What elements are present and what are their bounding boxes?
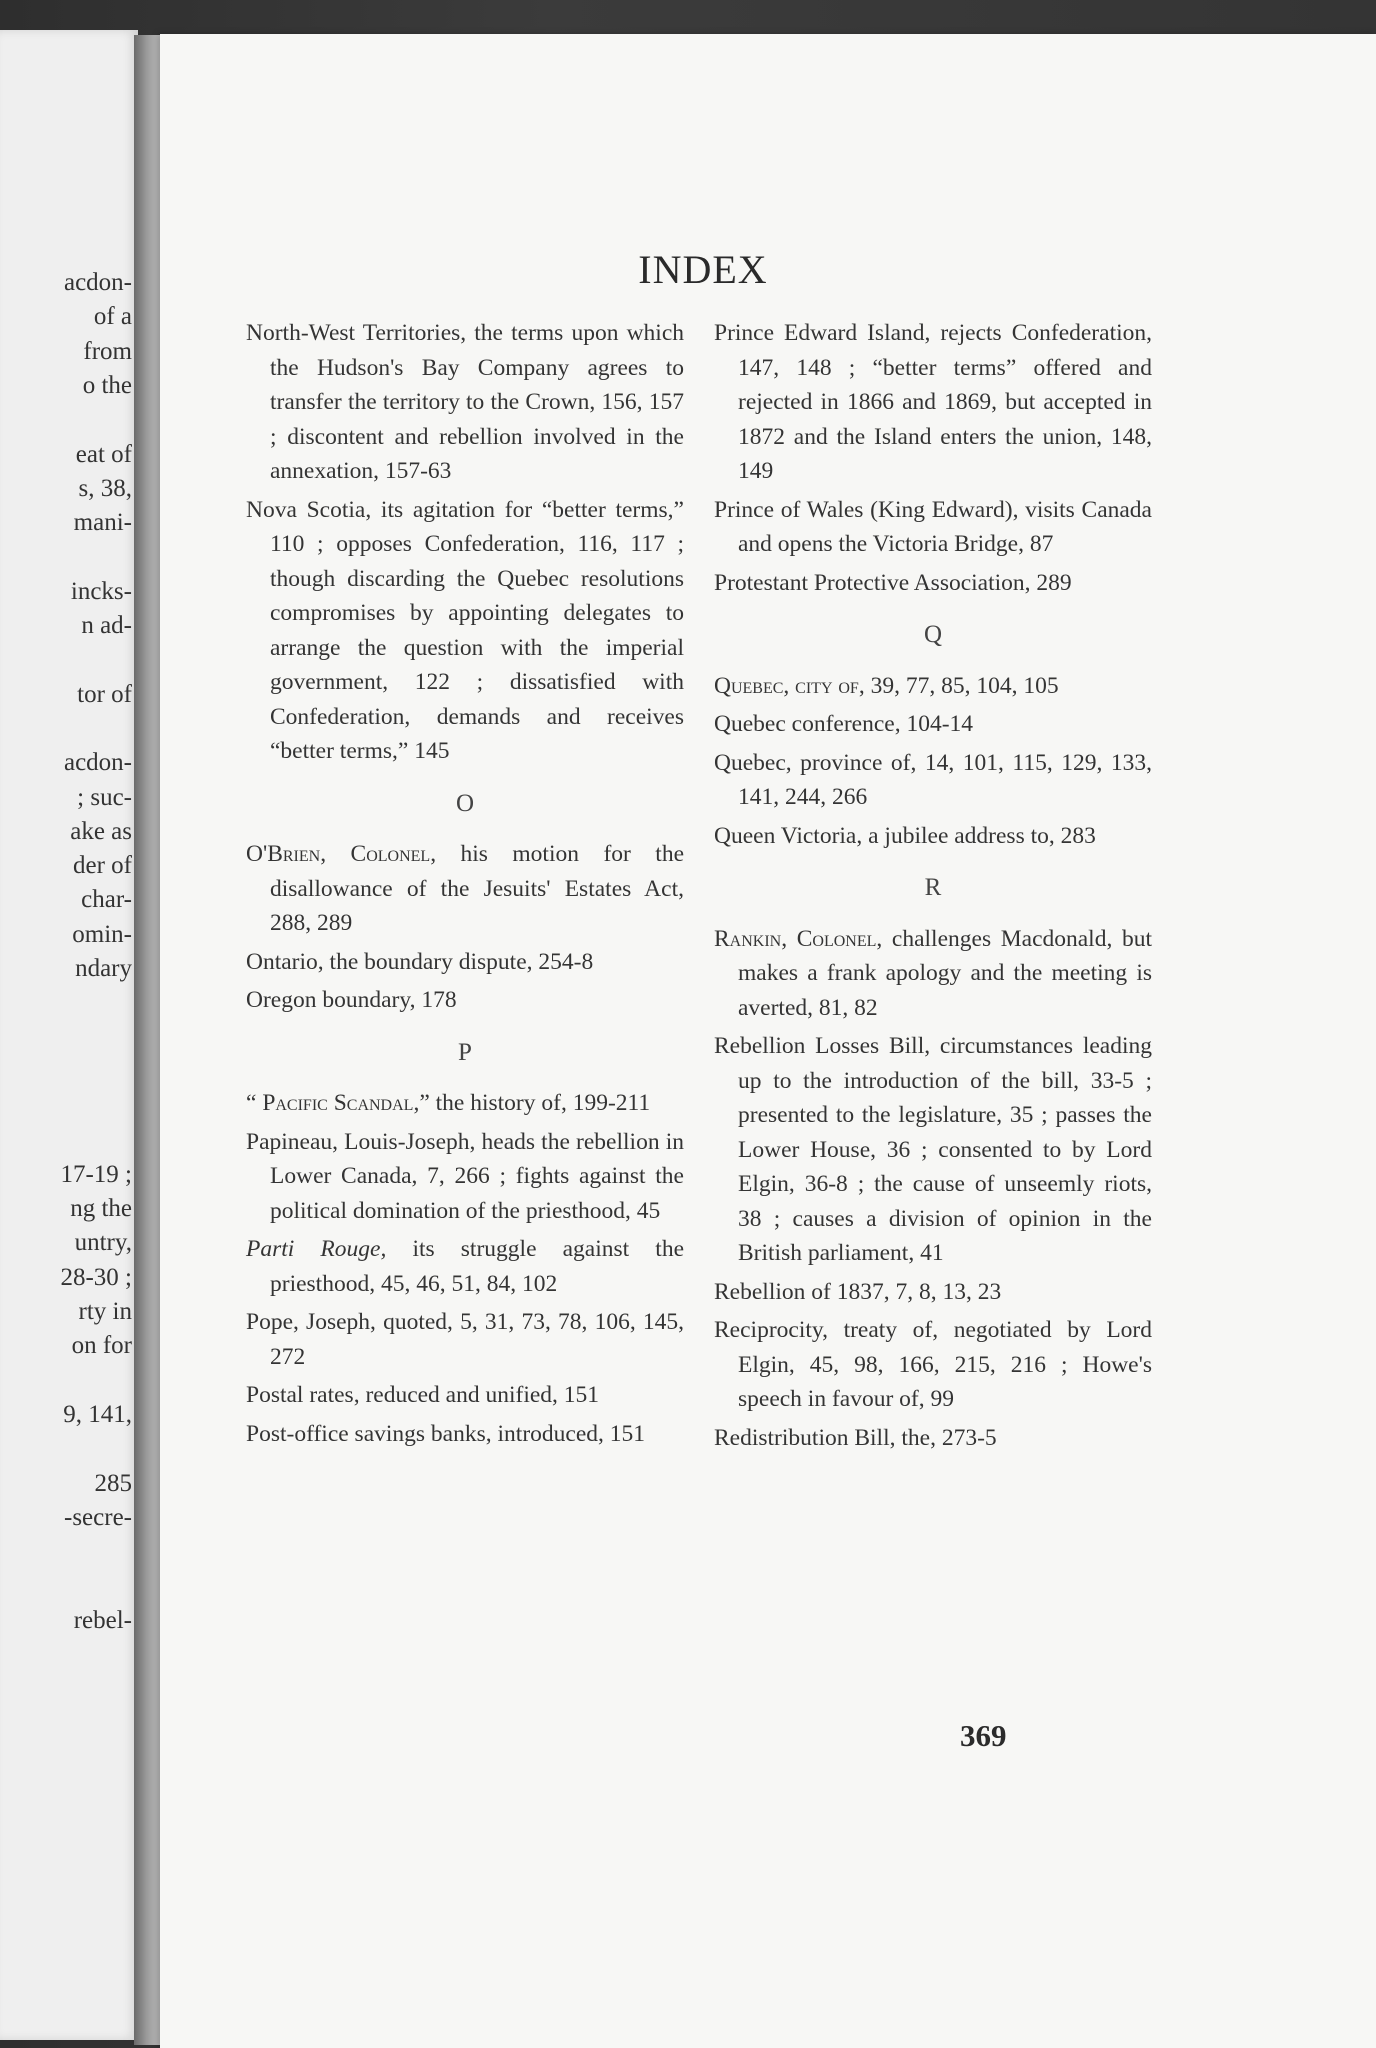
page-number: 369: [960, 1718, 1007, 1753]
facing-page-text-fragment: n ad-: [81, 612, 132, 639]
facing-page-text-fragment: rty in: [78, 1298, 132, 1325]
index-column-left: [246, 316, 684, 1455]
entry-text: Protestant Protective Association, 289: [714, 569, 1072, 596]
index-entry: [714, 316, 1152, 489]
index-entry: [246, 837, 684, 941]
entry-text: Pope, Joseph, quoted, 5, 31, 73, 78, 106, 145, 272: [246, 1309, 684, 1370]
entry-text: ” the history of, 199-211: [419, 1090, 651, 1116]
entry-text: Prince of Wales (King Edward), visits Canada and opens the Victoria Bridge, 87: [714, 496, 1152, 557]
index-entry: [246, 1417, 684, 1452]
facing-page-text-fragment: 17-19 ;: [60, 1160, 132, 1188]
index-entry: [246, 1232, 684, 1301]
entry-text: Prince Edward Island, rejects Confederation, 147, 148 ; “better terms” offered and rejected in 1866 and 1869, but accepted in 1872 and the Island enters the union, 148, 149: [714, 320, 1152, 484]
facing-page-text-fragment: ng the: [70, 1195, 132, 1223]
entry-text: Post-office savings banks, introduced, 151: [246, 1420, 646, 1447]
index-entry: [714, 1313, 1152, 1417]
index-section-letter: Q: [923, 621, 943, 648]
index-entry: [246, 983, 684, 1018]
index-entry: [246, 945, 684, 980]
index-entry: [714, 819, 1152, 854]
facing-page-text-fragment: 285: [94, 1469, 132, 1497]
entry-text: Rebellion Losses Bill, circumstances leading up to the introduction of the bill, 33-5 ; presented to the legislature, 35 ; passes the Lower House, 36 ; consented to by Lord Elgin, 36-8 ; the cause of unseemly riots, 38 ; causes a division of opinion in the British parliament, 41: [714, 1033, 1152, 1266]
index-entry: [714, 566, 1152, 601]
facing-page-text-fragment: -secre-: [64, 1503, 132, 1531]
index-entry: [714, 707, 1152, 742]
index-entry: [246, 1086, 684, 1121]
index-entry: [246, 493, 684, 769]
entry-text: Nova Scotia, its agitation for “better terms,” 110 ; opposes Confederation, 116, 117 ; though discarding the Quebec resolutions compromises by appointing delegates to arrange the question with the imperial government, 122 ; dissatisfied with Confederation, demands and receives “better terms,” 145: [246, 496, 684, 764]
index-entry: [714, 1421, 1152, 1456]
entry-heading-italic: Parti Rouge,: [246, 1236, 387, 1262]
facing-page-text-fragment: from: [83, 337, 132, 365]
entry-text: Rebellion of 1837, 7, 8, 13, 23: [714, 1278, 1002, 1305]
facing-page-text-fragment: ; suc-: [77, 783, 132, 811]
facing-page-text-fragment: tor of: [77, 680, 132, 708]
entry-prefix: “: [246, 1090, 263, 1116]
facing-page-text-fragment: o the: [82, 371, 132, 399]
index-section-letter: P: [458, 1038, 472, 1066]
entry-text: North-West Territories, the terms upon which the Hudson's Bay Company agrees to transfer the territory to the Crown, 156, 157 ; discontent and rebellion involved in the annexation, 157-63: [246, 320, 684, 484]
entry-text: its struggle against the priesthood, 45, 46, 51, 84, 102: [270, 1236, 685, 1297]
index-entry: [246, 1125, 684, 1229]
index-entry: [246, 316, 684, 489]
index-page: [160, 34, 1376, 2048]
entry-heading-smallcaps: Rankin, Colonel,: [714, 925, 883, 952]
entry-text: 39, 77, 85, 104, 105: [864, 672, 1059, 699]
entry-text: Reciprocity, treaty of, negotiated by Lord Elgin, 45, 98, 166, 215, 216 ; Howe's speech in favour of, 99: [714, 1317, 1152, 1412]
entry-text: Oregon boundary, 178: [246, 987, 457, 1013]
entry-heading-smallcaps: O'Brien, Colonel,: [246, 841, 437, 867]
index-section-letter: O: [455, 789, 475, 817]
facing-page-text-fragment: acdon-: [63, 749, 132, 777]
index-section-letter: R: [924, 874, 942, 901]
entry-text: Papineau, Louis-Joseph, heads the rebellion in Lower Canada, 7, 266 ; fights against the political domination of the priesthood, 45: [246, 1128, 684, 1224]
index-entry: [714, 1275, 1152, 1310]
index-entry: [246, 1305, 684, 1374]
facing-page-fragment: [0, 30, 138, 2040]
facing-page-text-fragment: der of: [73, 852, 132, 880]
facing-page-text-fragment: mani-: [73, 509, 132, 537]
entry-heading-smallcaps: Pacific Scandal,: [262, 1090, 420, 1116]
entry-heading-smallcaps: Quebec, city of,: [714, 672, 865, 699]
entry-text: Ontario, the boundary dispute, 254-8: [246, 948, 594, 975]
facing-page-text-fragment: 9, 141,: [63, 1400, 132, 1428]
facing-page-text-fragment: 28-30 ;: [60, 1263, 132, 1291]
facing-page-text-fragment: eat of: [75, 440, 132, 468]
entry-text: challenges Macdonald, but makes a frank apology and the meeting is averted, 81, 82: [738, 925, 1152, 1021]
facing-page-text-fragment: of a: [93, 303, 132, 331]
entry-text: Queen Victoria, a jubilee address to, 283: [714, 822, 1096, 849]
facing-page-text-fragment: on for: [71, 1332, 132, 1360]
facing-page-text-fragment: incks-: [70, 577, 132, 605]
facing-page-text-fragment: ndary: [75, 955, 132, 982]
page-title: INDEX: [638, 247, 768, 292]
index-entry: [714, 669, 1152, 704]
entry-text: Redistribution Bill, the, 273-5: [714, 1424, 997, 1451]
facing-page-text-fragment: rebel-: [73, 1606, 132, 1634]
facing-page-text-fragment: untry,: [74, 1229, 132, 1257]
facing-page-text-fragment: omin-: [72, 920, 132, 948]
index-entry: [714, 746, 1152, 815]
index-entry: [714, 922, 1152, 1026]
entry-text: his motion for the disallowance of the Jesuits' Estates Act, 288, 289: [270, 841, 685, 936]
index-entry: [714, 493, 1152, 562]
facing-page-text-fragment: ake as: [70, 817, 132, 845]
index-column-right: [714, 316, 1152, 1459]
entry-text: Quebec, province of, 14, 101, 115, 129, 133, 141, 244, 266: [714, 749, 1152, 810]
index-entry: [714, 1029, 1152, 1271]
facing-page-text-fragment: s, 38,: [78, 474, 132, 502]
index-entry: [246, 1378, 684, 1413]
facing-page-text-fragment: acdon-: [63, 269, 132, 296]
entry-text: Postal rates, reduced and unified, 151: [246, 1382, 600, 1408]
entry-text: Quebec conference, 104-14: [714, 711, 974, 737]
facing-page-text-fragment: char-: [81, 886, 132, 914]
